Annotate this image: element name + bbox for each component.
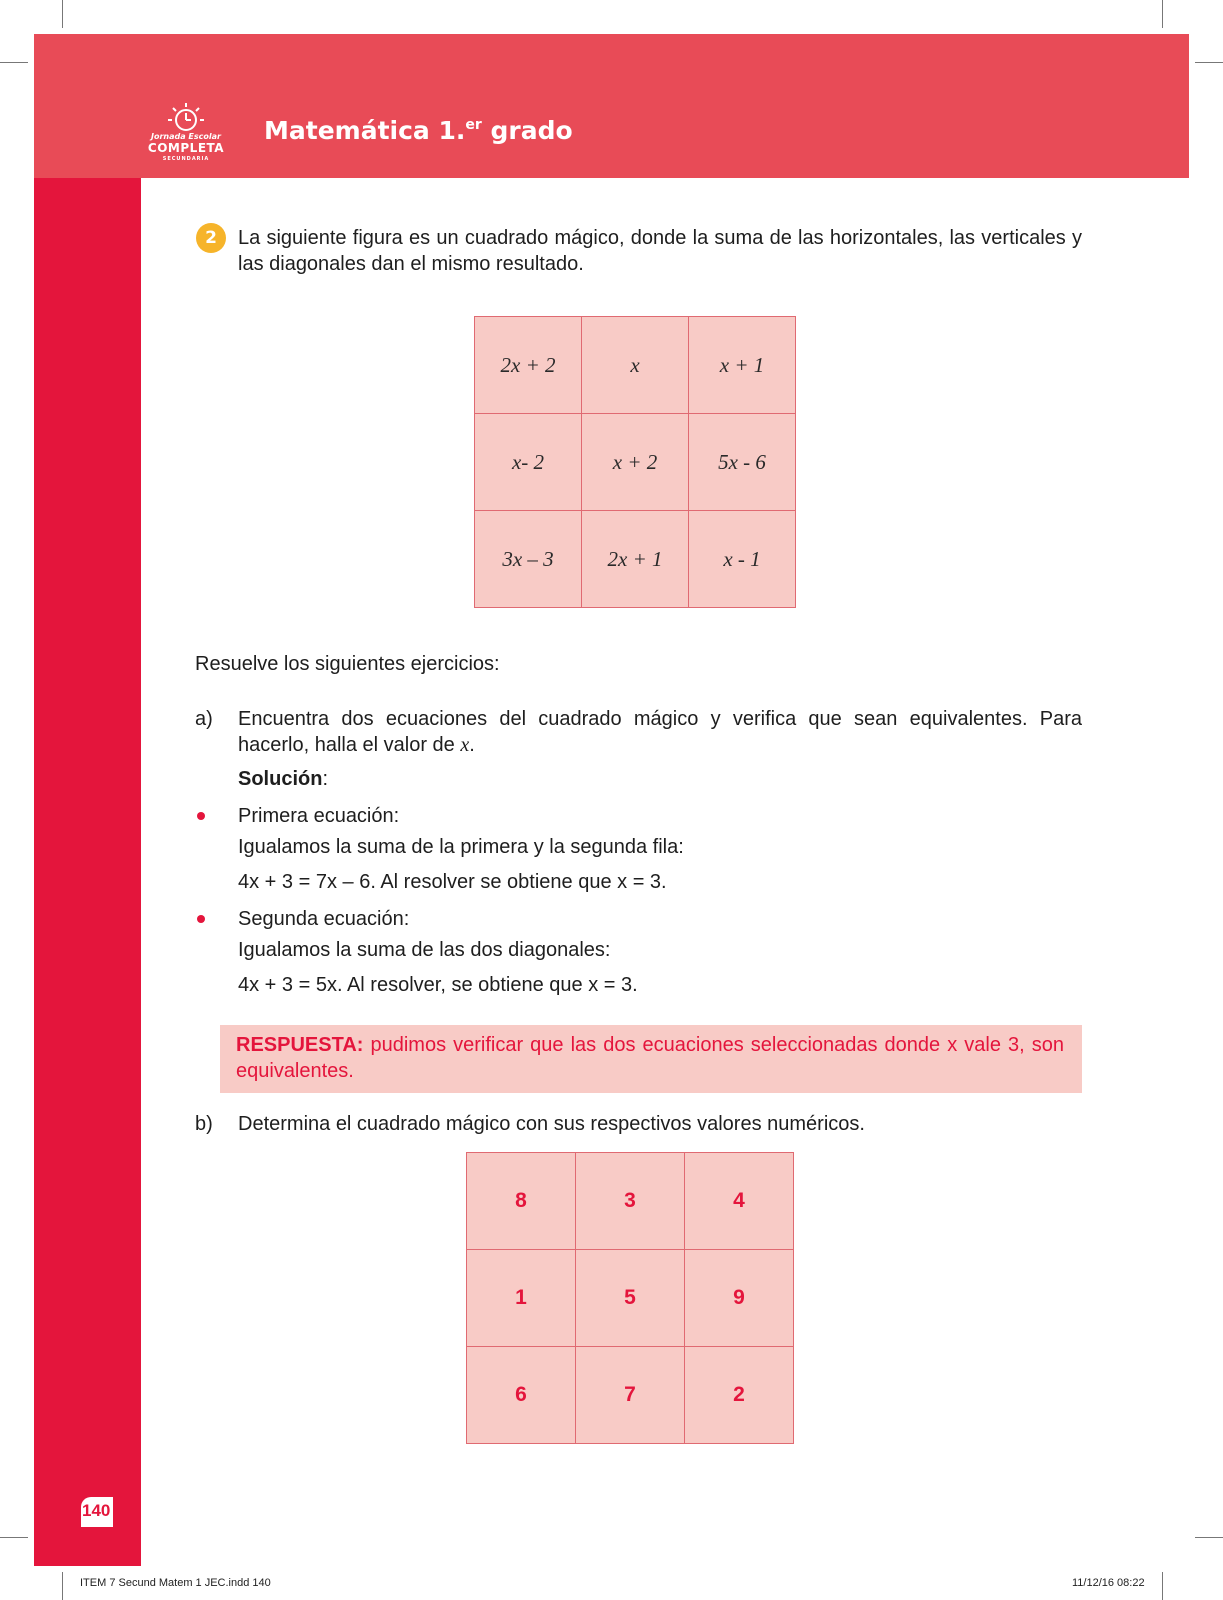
grid-cell: 2: [685, 1347, 794, 1444]
grid-cell: 7: [576, 1347, 685, 1444]
crop-mark: [62, 1572, 63, 1600]
grid-cell: 5: [576, 1250, 685, 1347]
crop-mark: [0, 62, 28, 63]
question-text: La siguiente figura es un cuadrado mágico, donde la suma de las horizontales, las verticales y las diagonales dan el mismo resultado.: [238, 227, 1082, 275]
crop-mark: [0, 1537, 28, 1538]
logo-main-text: COMPLETA: [147, 141, 225, 155]
table-row: [467, 1153, 794, 1250]
page-title: Matemática 1.$^{er}$ grado: [264, 116, 573, 145]
grid-cell: x- 2: [475, 414, 582, 511]
crop-mark: [1195, 1537, 1223, 1538]
part-a-text: Encuentra dos ecuaciones del cuadrado mágico y verifica que sean equivalentes. Para hacerlo, halla el valor de x.: [238, 708, 1082, 756]
table-row: [475, 511, 796, 608]
solution-label: Solución:: [238, 768, 329, 790]
logo-top-text: Jornada Escolar: [151, 132, 221, 141]
crop-mark: [1162, 1572, 1163, 1600]
bullet-icon: [197, 915, 205, 923]
first-equation-line: Igualamos la suma de la primera y la segunda fila:: [238, 836, 684, 858]
instructions-text: Resuelve los siguientes ejercicios:: [195, 653, 500, 675]
second-equation-result: 4x + 3 = 5x. Al resolver, se obtiene que x = 3.: [238, 974, 638, 996]
grid-cell: 3x – 3: [475, 511, 582, 608]
part-b-text: Determina el cuadrado mágico con sus respectivos valores numéricos.: [238, 1113, 865, 1135]
page-number: 140: [82, 1501, 111, 1520]
grid-cell: 2x + 2: [475, 317, 582, 414]
grid-cell: 1: [467, 1250, 576, 1347]
table-row: [475, 414, 796, 511]
crop-mark: [62, 0, 63, 28]
part-a-letter: a): [195, 708, 213, 730]
first-equation-result: 4x + 3 = 7x – 6. Al resolver se obtiene que x = 3.: [238, 871, 667, 893]
crop-mark: [1195, 62, 1223, 63]
grid-cell: x + 2: [582, 414, 689, 511]
crop-mark: [1162, 0, 1163, 28]
part-b-letter: b): [195, 1113, 213, 1135]
grid-cell: 2x + 1: [582, 511, 689, 608]
grid-cell: 4: [685, 1153, 794, 1250]
footer-datetime: 11/12/16 08:22: [1072, 1577, 1145, 1589]
grid-cell: 6: [467, 1347, 576, 1444]
grid-cell: 5x - 6: [689, 414, 796, 511]
footer-file-info: ITEM 7 Secund Matem 1 JEC.indd 140: [80, 1577, 271, 1589]
jornada-completa-logo: [146, 100, 226, 160]
magic-square-numeric: [466, 1152, 794, 1444]
grid-cell: 3: [576, 1153, 685, 1250]
table-row: [475, 317, 796, 414]
bullet-icon: [197, 812, 205, 820]
table-row: [467, 1347, 794, 1444]
table-row: [467, 1250, 794, 1347]
first-equation-title: Primera ecuación:: [238, 805, 400, 827]
side-strip: [34, 178, 141, 1566]
second-equation-line: Igualamos la suma de las dos diagonales:: [238, 939, 611, 961]
grid-cell: x: [582, 317, 689, 414]
question-number-badge: 2: [196, 223, 226, 253]
answer-text: RESPUESTA: pudimos verificar que las dos ecuaciones seleccionadas donde x vale 3, son equivalentes.: [236, 1034, 1064, 1082]
second-equation-title: Segunda ecuación:: [238, 908, 410, 930]
grid-cell: x - 1: [689, 511, 796, 608]
grid-cell: 8: [467, 1153, 576, 1250]
grid-cell: 9: [685, 1250, 794, 1347]
logo-sub-text: SECUNDARIA: [162, 156, 210, 162]
magic-square-algebraic: [474, 316, 796, 608]
grid-cell: x + 1: [689, 317, 796, 414]
